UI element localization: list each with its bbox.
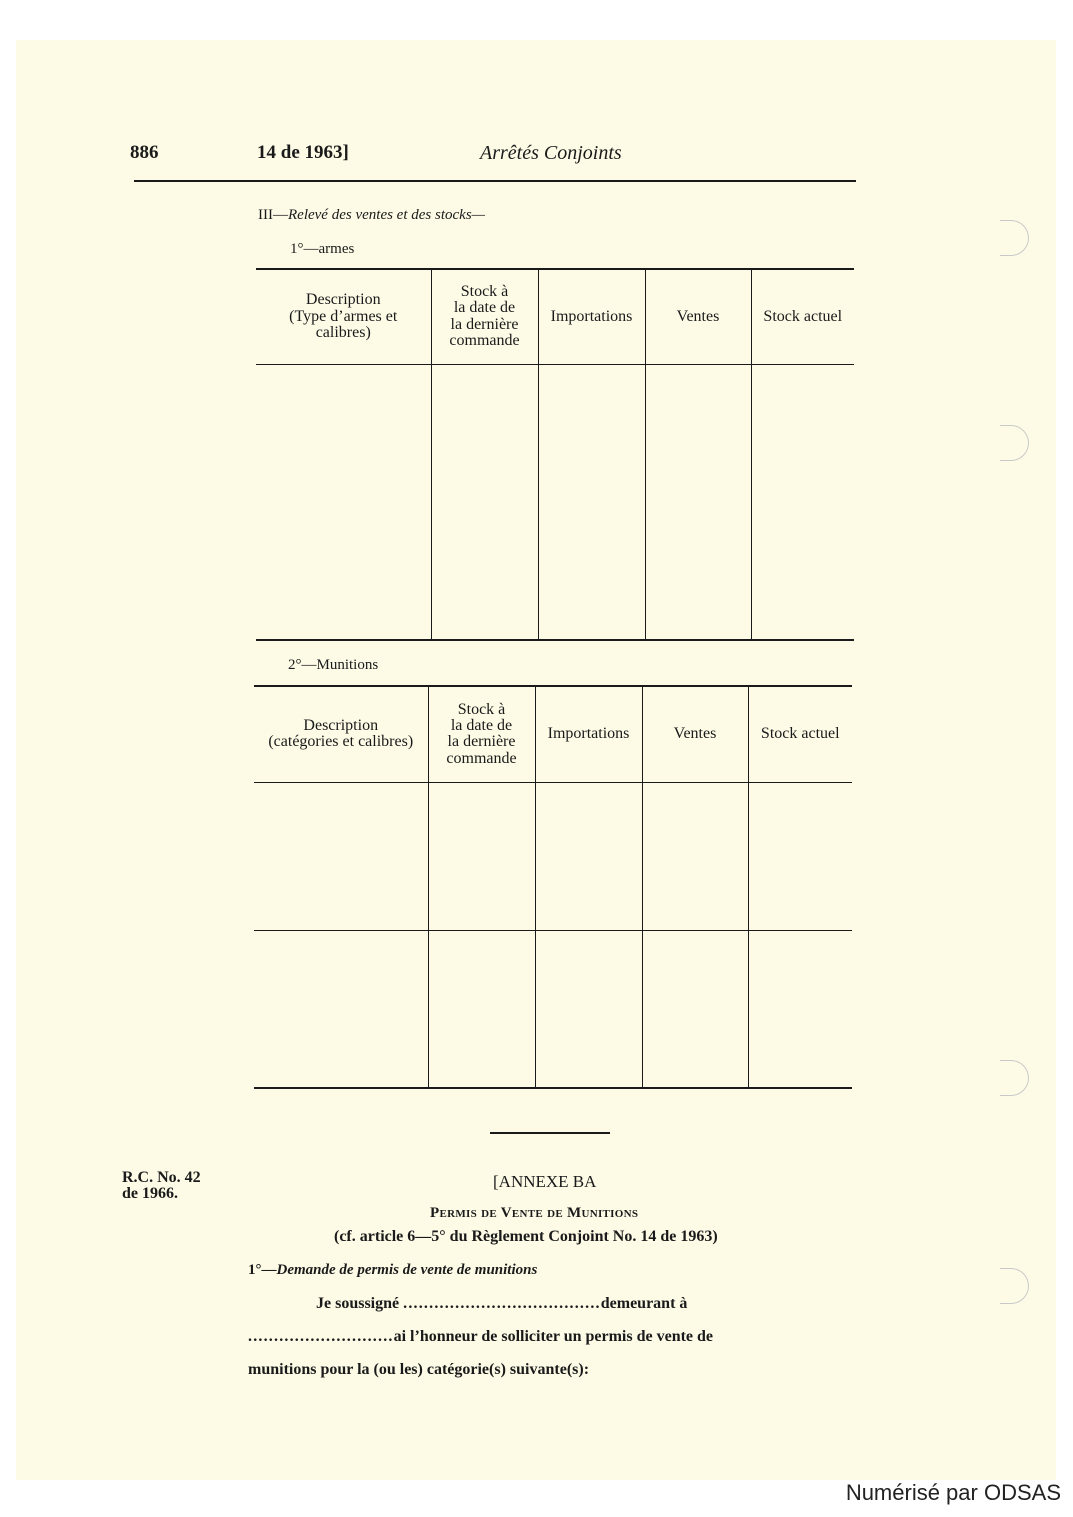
table-munitions-caption: 2°—Munitions — [288, 657, 379, 673]
table-armes — [256, 268, 854, 641]
annex-item-title: Demande de permis de vente de munitions — [276, 1262, 538, 1278]
section-heading-prefix: III— — [258, 207, 288, 223]
annex-title: [ANNEXE BA — [493, 1172, 597, 1191]
form-text: ai l’honneur de solliciter un permis de vente de — [393, 1328, 714, 1345]
form-line-1 — [316, 1295, 687, 1313]
margin-note-line: R.C. No. 42 — [122, 1169, 201, 1186]
table-cell — [254, 930, 428, 1088]
annex-item-prefix: 1°— — [248, 1262, 277, 1278]
table-cell — [535, 782, 642, 930]
column-header-stock-date: Stock à la date de la dernière commande — [431, 269, 538, 364]
table-cell — [535, 930, 642, 1088]
table-cell — [748, 782, 852, 930]
annex-citation: (cf. article 6—5° du Règlement Conjoint No. 14 de 1963) — [334, 1228, 718, 1245]
header-rule — [134, 180, 856, 182]
column-header-stock-actuel: Stock actuel — [748, 686, 852, 782]
table-row — [256, 364, 854, 640]
form-label: Je soussigné — [316, 1295, 400, 1312]
column-header-ventes: Ventes — [642, 686, 748, 782]
section-heading — [258, 207, 485, 224]
column-header-stock-actuel: Stock actuel — [751, 269, 854, 364]
annex-subtitle: Permis de Vente de Munitions — [430, 1205, 639, 1221]
column-header-importations: Importations — [535, 686, 642, 782]
column-header-ventes: Ventes — [645, 269, 751, 364]
table-cell — [256, 364, 431, 640]
table-row — [254, 782, 852, 930]
form-line-2 — [248, 1328, 713, 1346]
digitized-by-label: Numérisé par ODSAS — [845, 1480, 1061, 1505]
margin-note — [122, 1170, 201, 1202]
fill-in-dots: ............................ — [248, 1328, 394, 1345]
table-cell — [751, 364, 854, 640]
annex-item-heading — [248, 1262, 537, 1279]
table-cell — [748, 930, 852, 1088]
page-number: 886 — [130, 142, 159, 163]
section-heading-title: Relevé des ventes et des stocks— — [288, 207, 485, 223]
column-header-importations: Importations — [538, 269, 645, 364]
header-title: Arrêtés Conjoints — [480, 142, 622, 164]
form-line-3: munitions pour la (ou les) catégorie(s) suivante(s): — [248, 1361, 590, 1378]
column-header-description: Description (catégories et calibres) — [254, 686, 428, 782]
table-cell — [642, 782, 748, 930]
header-reference: 14 de 1963] — [257, 142, 349, 163]
margin-note-line: de 1966. — [122, 1185, 178, 1202]
table-cell — [254, 782, 428, 930]
table-cell — [428, 782, 535, 930]
table-cell — [538, 364, 645, 640]
column-header-stock-date: Stock à la date de la dernière commande — [428, 686, 535, 782]
section-separator — [490, 1132, 610, 1134]
table-cell — [642, 930, 748, 1088]
table-row — [254, 930, 852, 1088]
fill-in-dots: ...................................... — [403, 1295, 601, 1312]
table-cell — [431, 364, 538, 640]
column-header-description: Description (Type d’armes et calibres) — [256, 269, 431, 364]
table-cell — [428, 930, 535, 1088]
form-label: demeurant à — [600, 1295, 688, 1312]
table-armes-caption: 1°—armes — [290, 241, 355, 257]
table-cell — [645, 364, 751, 640]
table-munitions — [254, 685, 852, 1089]
